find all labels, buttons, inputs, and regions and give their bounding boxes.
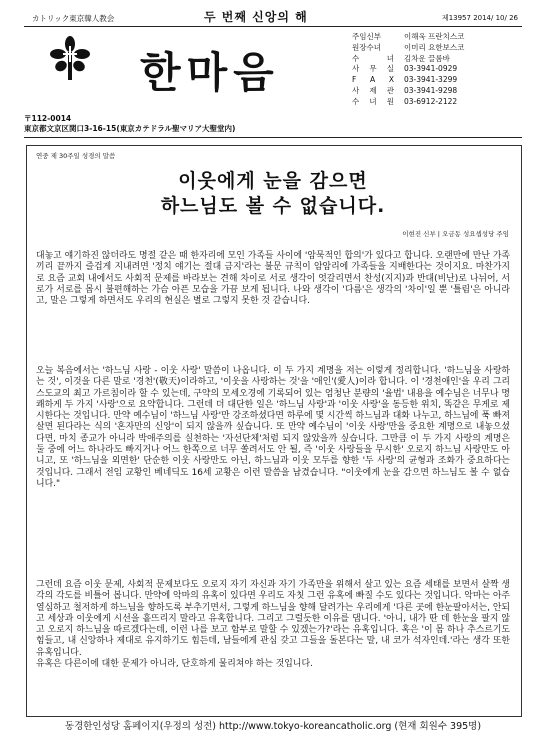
header-divider — [24, 137, 522, 138]
homepage-footer: 동경한인성당 홈페이지(우정의 성전) http://www.tokyo-koreancatholic.org (현재 회원수 395명) — [64, 721, 482, 732]
issue-info: 제13957 2014/ 10/ 26 — [441, 14, 518, 22]
staff-row: 사 제 관 03-3941-9298 — [352, 85, 458, 95]
organization-name: カトリック東京韓人教会 — [32, 14, 115, 23]
postal-code: 〒112-0014 — [24, 114, 72, 123]
staff-row: F A X 03-3941-3299 — [352, 75, 458, 85]
article-kicker: 연중 제 30주일 성경의 말씀 — [36, 152, 116, 160]
staff-row: 사 무 실 03-3941-0929 — [352, 64, 458, 74]
article-paragraph: 대놓고 얘기하진 않더라도 명절 같은 때 한자리에 모인 가족들 사이에 '암묵적인 합의'가 있다고 합니다. 오랜만에 만난 가족끼리 끝까지 즐겁게 지내려면 '정치 얘기는 절대 금지'라는 불문 규칙이 암암리에 가족들을 지배한다는 것이지요. 마찬가지로 요즘 교회 내에서도 사회적 문제를 바라보는 견해 차이로 서로 생각이 엇갈리면서 찬성(지지)과 반대(비난)로 나뉘어, 서로가 서로를 몹시 불편해하는 가슴 아픈 모습을 가끔 보게 됩니다. 나와 생각이 '다름'은 생각의 '차이'일 뿐 '틀림'은 아니라고, 말은 그렇게 하면서도 우리의 현실은 별로 그렇지 못한 것 같습니다. — [36, 251, 510, 307]
staff-row: 수 녀 김차운 끌롬바 — [352, 53, 450, 63]
staff-row: 수 녀 원 03-6912-2122 — [352, 96, 458, 106]
article-headline-line1: 이웃에게 눈을 감으면 — [178, 170, 368, 192]
article-byline: 이현진 신부 | 오금동 성요셉성당 주임 — [402, 230, 509, 238]
staff-row: 주임신부 이해욱 프란치스코 — [352, 32, 465, 41]
staff-directory — [352, 32, 532, 108]
staff-row: 원장수녀 이미리 요한보스코 — [352, 42, 465, 52]
church-address — [24, 114, 235, 134]
cross-flower-logo-icon — [50, 36, 90, 82]
article-paragraph: 그런데 요즘 이웃 문제, 사회적 문제보다도 오로지 자기 자신과 자기 가족만을 위해서 살고 있는 요즘 세태를 보면서 살짝 생각의 각도를 비틀어 봅니다. 만약에 악마의 유혹이 있다면 우리도 자칫 그런 유혹에 빠질 수도 있다는 것입니다. 악마는 아주 열심하고 철저하게 하느님을 향하도록 부추기면서, 그렇게 하느님을 향해 달려가는 우리에게 '다른 곳에 한눈팔아서는, 안되고 세상과 이웃에게 시선을 흩뜨리지 말라고 유혹합니다. 그리고 그럴듯한 이유를 댑니다. '아니, 내가 딴 데 한눈을 팔지 않고 오로지 하느님을 따르겠다는데, 이런 나를 보고 함부로 말할 수 있겠는가?'라는 유혹입니다. 혹은 '이 몸 하나 추스르기도 힘들고, 내 신앙하나 제대로 유지하기도 힘든데, 남들에게 관심 갖고 그들을 돌본다는 말, 내 코가 석자인데.'라는 생각 또한 유혹입니다. 유혹은 다른이에 대한 문제가 아니라, 단호하게 물리쳐야 하는 것입니다. — [36, 580, 510, 670]
article-paragraph: 오늘 복음에서는 '하느님 사랑 - 이웃 사랑' 말씀이 나옵니다. 이 두 가지 계명을 저는 이렇게 정리합니다. '하느님을 사랑하는 것', 이것을 다른 말로 '경천'(敬天)이라하고, '이웃을 사랑하는 것'을 '애인'(愛人)이라 합니다. 이 '경천애인'을 우리 그리스도교의 최고 가르침이라 할 수 있는데, 구약의 모세오경에 기록되어 있는 엄청난 분량의 '율법' 내용을 예수님은 너무나 명쾌하게 두 가지 '사랑'으로 요약합니다. 그런데 더 대단한 일은 '하느님 사랑'과 '이웃 사랑'을 동등한 위치, 똑같은 무게로 제시한다는 것입니다. 만약 예수님이 '하느님 사랑'만 강조하셨다면 하루에 몇 시간씩 하느님과 대화 나누고, 하느님에 푹 빠져 살면 된다라는 식의 '혼자만의 신앙'이 되지 않을까 싶습니다. 또 만약 예수님이 '이웃 사랑'만을 중요한 계명으로 내놓으셨다면, 마치 종교가 아니라 박애주의를 실천하는 '자선단체'처럼 되지 않았을까 싶습니다. 그만큼 이 두 가지 사랑의 계명은 둘 중에 어느 하나라도 빠지거나 어느 한쪽으로 너무 쏠려서도 안 될, 즉 '이웃 사랑들을 무시한' 오로지 하느님 사랑만도 아니고, 또 '하느님을 외면한' 단순한 이웃 사랑만도 아닌, 하느님과 이웃 모두를 향한 '두 사랑'의 균형과 조화가 중요하다는 것입니다. 그래서 전임 교황인 베네딕도 16세 교황은 이런 말씀을 남겼습니다. "이웃에게 눈을 감으면 하느님도 볼 수 없습니다." — [36, 366, 510, 489]
article-headline-line2: 하느님도 볼 수 없습니다. — [160, 195, 386, 217]
street-address: 東京都文京区関口3-16-15(東京カテドラル聖マリア大聖堂内) — [24, 124, 236, 133]
year-theme: 두 번째 신앙의 해 — [204, 10, 308, 24]
newsletter-title: 한마음 — [140, 48, 280, 97]
top-banner — [24, 8, 522, 27]
